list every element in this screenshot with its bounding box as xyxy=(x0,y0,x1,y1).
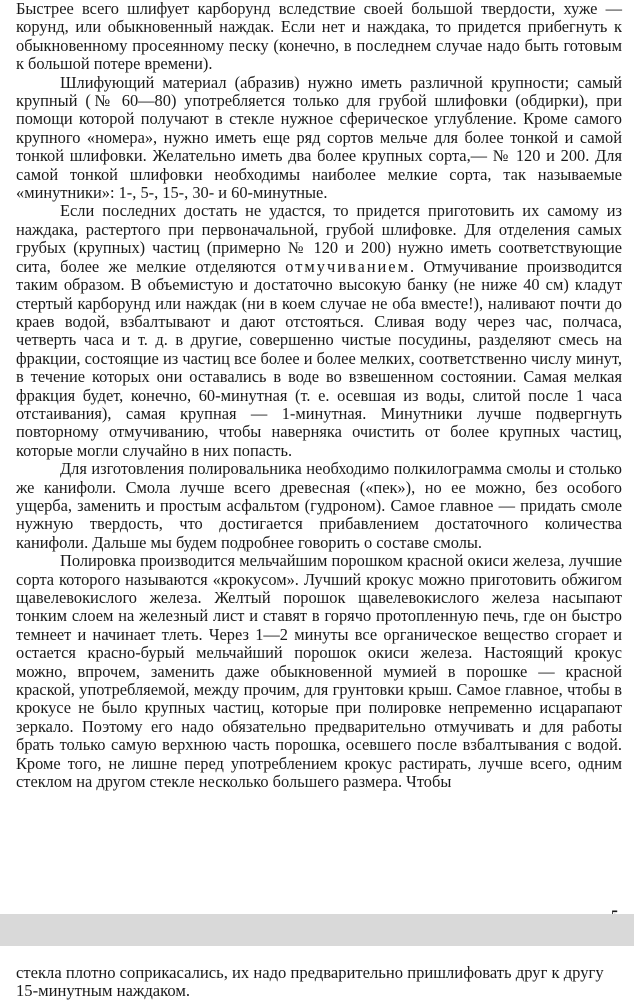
next-page-text: стекла плотно соприкасались, их надо предварительно пришлифовать друг к другу 15-минутным наждаком. xyxy=(16,963,604,1001)
paragraph-2: Шлифующий материал (абразив) нужно иметь различной крупности; самый крупный (№ 60—80) употребляется только для грубой шлифовки (обдирки), при помощи которой получают в стекле нужное сферическое углубление. Кроме самого крупного «номера», нужно иметь еще ряд сортов мельче для более тонкой и самой тонкой шлифовки. Желательно иметь два более крупных сорта,— № 120 и 200. Для самой тонкой шлифовки необходимы наиболее мелкие сорта, так называемые «минутники»: 1-, 5-, 15-, 30- и 60-минутные. xyxy=(16,72,622,203)
page-gap xyxy=(0,914,634,946)
paragraph-3 xyxy=(16,202,622,460)
emphasis-term: отмучиванием xyxy=(285,256,410,276)
next-page-text-block xyxy=(16,964,622,1001)
paragraph-1: Быстрее всего шлифует карборунд вследствие своей большой твердости, хуже — корунд, или обыкновенный наждак. Если нет и наждака, то придется прибегнуть к обыкновенному просеянному песку (конечно, в последнем случае надо быть готовым к большой потере времени). xyxy=(16,0,622,74)
next-page xyxy=(0,946,634,1006)
page-text xyxy=(16,0,622,791)
paragraph-3-part-2: . Отмучивание производится таким образом. В объемистую и достаточно высокую банку (не ниже 40 см) кладут стертый карборунд или наждак (ни в коем случае не оба вместе!), наливают почти до краев водой, взбалтывают и дают отстояться. Сливая воду через час, полчаса, четверть часа и т. д. в другие, совершенно чистые посудины, разделяют смесь на фракции, состоящие из частиц все более и более мелких, соответственно числу минут, в течение которых они оставались в воде во взвешенном состоянии. Самая мелкая фракция будет, конечно, 60-минутная (т. е. осевшая из воды, слитой после 1 часа отстаивания), самая крупная — 1-минутная. Минутники лучше подвергнуть повторному отмучиванию, чтобы наверняка очистить от более крупных частиц, которые могли случайно в них попасть. xyxy=(16,256,622,460)
paragraph-3-part-1: Если последних достать не удастся, то придется приготовить их самому из наждака, растертого при первоначальной, грубой шлифовке. Для отделения самых грубых (крупных) частиц (примерно № 120 и 200) нужно иметь соответствующие сита, более же мелкие отделяются xyxy=(16,201,622,276)
paragraph-5: Полировка производится мельчайшим порошком красной окиси железа, лучшие сорта которого называются «крокусом». Лучший крокус можно приготовить обжигом щавелевокислого железа. Желтый порошок щавелевокислого железа насыпают тонким слоем на железный лист и ставят в горячо протопленную печь, где он быстро темнеет и начинает тлеть. Через 1—2 минуты все органическое вещество сгорает и остается красно-бурый мельчайший порошок окиси железа. Настоящий крокус можно, впрочем, заменить даже обыкновенной мумией в порошке — красной краской, употребляемой, между прочим, для грунтовки крыш. Самое главное, чтобы в крокусе не было крупных частиц, которые при полировке непременно исцарапают зеркало. Поэтому его надо обязательно предварительно отмучивать и для работы брать только самую верхнюю часть порошка, осевшего после взбалтывания с водой. Кроме того, не лишне перед употреблением крокус растирать, лучше всего, одним стеклом на другом стекле несколько большего размера. Чтобы xyxy=(16,551,622,792)
paragraph-4: Для изготовления полировальника необходимо полкилограмма смолы и столько же канифоли. Смола лучше всего древесная («пек»), но ее можно, без особого ущерба, заменить и простым асфальтом (гудроном). Самое главное — придать смоле нужную твердость, что достигается прибавлением достаточного количества канифоли. Дальше мы будем подробнее говорить о составе смолы. xyxy=(16,459,622,552)
